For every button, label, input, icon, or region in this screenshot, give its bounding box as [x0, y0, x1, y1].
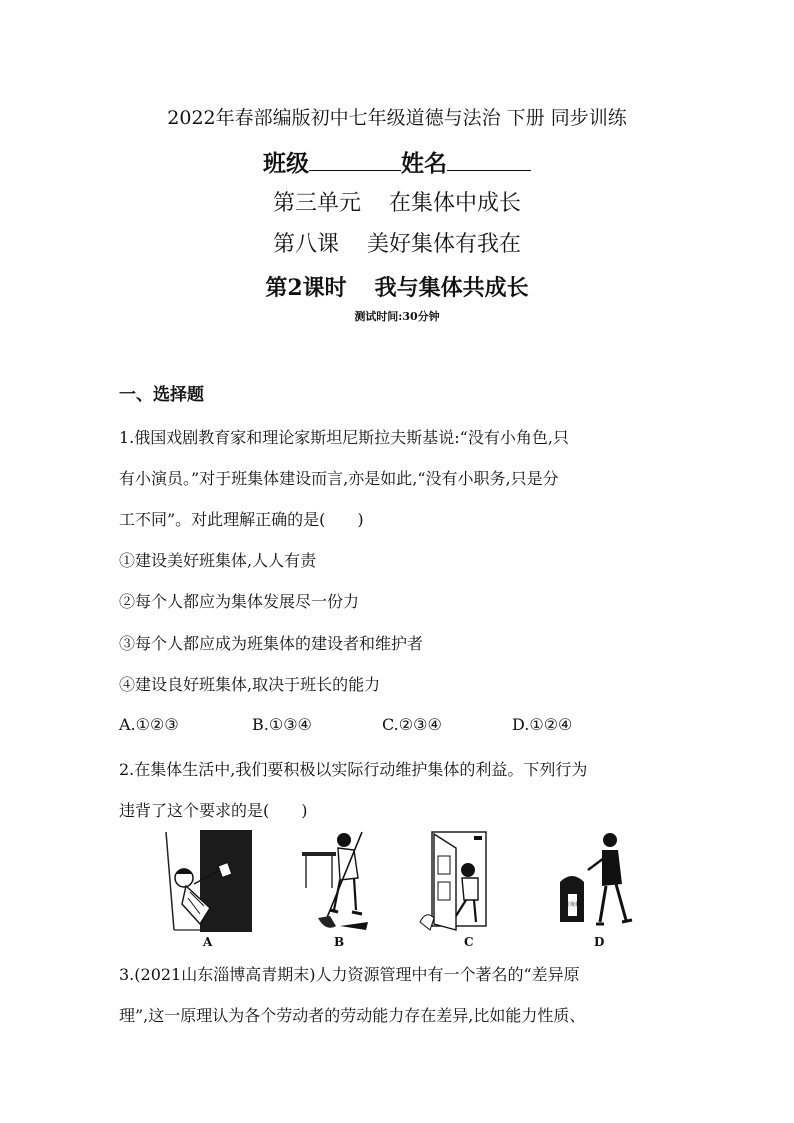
period-heading — [0, 271, 794, 302]
q3-line-2: 理”,这一原理认为各个劳动者的劳动能力存在差异,比如能力性质、 — [119, 1006, 586, 1025]
q1-line-2: 有小演员。”对于班集体建设而言,亦是如此,“没有小职务,只是分 — [119, 469, 559, 488]
unit-heading — [0, 186, 794, 217]
name-label: 姓名 — [401, 150, 447, 177]
q1-option-d[interactable]: D.①②④ — [512, 715, 573, 734]
period-number: 第2课时 — [265, 275, 347, 301]
q3-line-1: 3.(2021山东淄博高青期末)人力资源管理中有一个著名的“差异原 — [119, 965, 580, 984]
q1-line-3: 工不同”。对此理解正确的是( ) — [119, 510, 364, 529]
figure-b-illustration[interactable] — [296, 826, 380, 938]
q1-option-b[interactable]: B.①③④ — [252, 715, 312, 734]
class-blank[interactable] — [309, 150, 401, 171]
class-label: 班级 — [263, 150, 309, 177]
lesson-title: 美好集体有我在 — [367, 232, 522, 257]
worksheet-title: 2022年春部编版初中七年级道德与法治 下册 同步训练 — [167, 107, 627, 129]
unit-title: 在集体中成长 — [389, 191, 522, 216]
test-time: 测试时间:30分钟 — [354, 310, 440, 323]
figure-a-illustration[interactable] — [160, 826, 256, 938]
q1-statement-4: ④建设良好班集体,取决于班长的能力 — [119, 675, 381, 694]
period-title: 我与集体共成长 — [374, 275, 529, 301]
q1-option-a[interactable]: A.①②③ — [119, 715, 179, 734]
lesson-number: 第八课 — [272, 232, 339, 257]
q2-line-2: 违背了这个要求的是( ) — [119, 801, 308, 820]
q1-statement-1: ①建设美好班集体,人人有责 — [119, 551, 317, 570]
figure-c-illustration[interactable] — [410, 826, 498, 938]
q1-line-1: 1.俄国戏剧教育家和理论家斯坦尼斯拉夫斯基说:“没有小角色,只 — [119, 428, 569, 447]
section-title: 一、选择题 — [119, 385, 204, 405]
lesson-heading — [0, 227, 794, 258]
figure-d-illustration[interactable] — [554, 826, 638, 938]
q2-line-1: 2.在集体生活中,我们要积极以实际行动维护集体的利益。下列行为 — [119, 760, 588, 779]
figure-b-label: B — [334, 935, 345, 949]
q1-statement-2: ②每个人都应为集体发展尽一份力 — [119, 592, 360, 611]
q1-option-c[interactable]: C.②③④ — [382, 715, 442, 734]
unit-number: 第三单元 — [272, 191, 361, 216]
q1-statement-3: ③每个人都应成为班集体的建设者和维护者 — [119, 634, 424, 653]
figure-d-label: D — [594, 935, 605, 949]
class-name-row — [0, 145, 794, 178]
figure-a-label: A — [203, 935, 213, 949]
figure-c-label: C — [464, 935, 474, 949]
bin-label: 垃圾桶 — [564, 902, 581, 908]
name-blank[interactable] — [447, 150, 531, 171]
